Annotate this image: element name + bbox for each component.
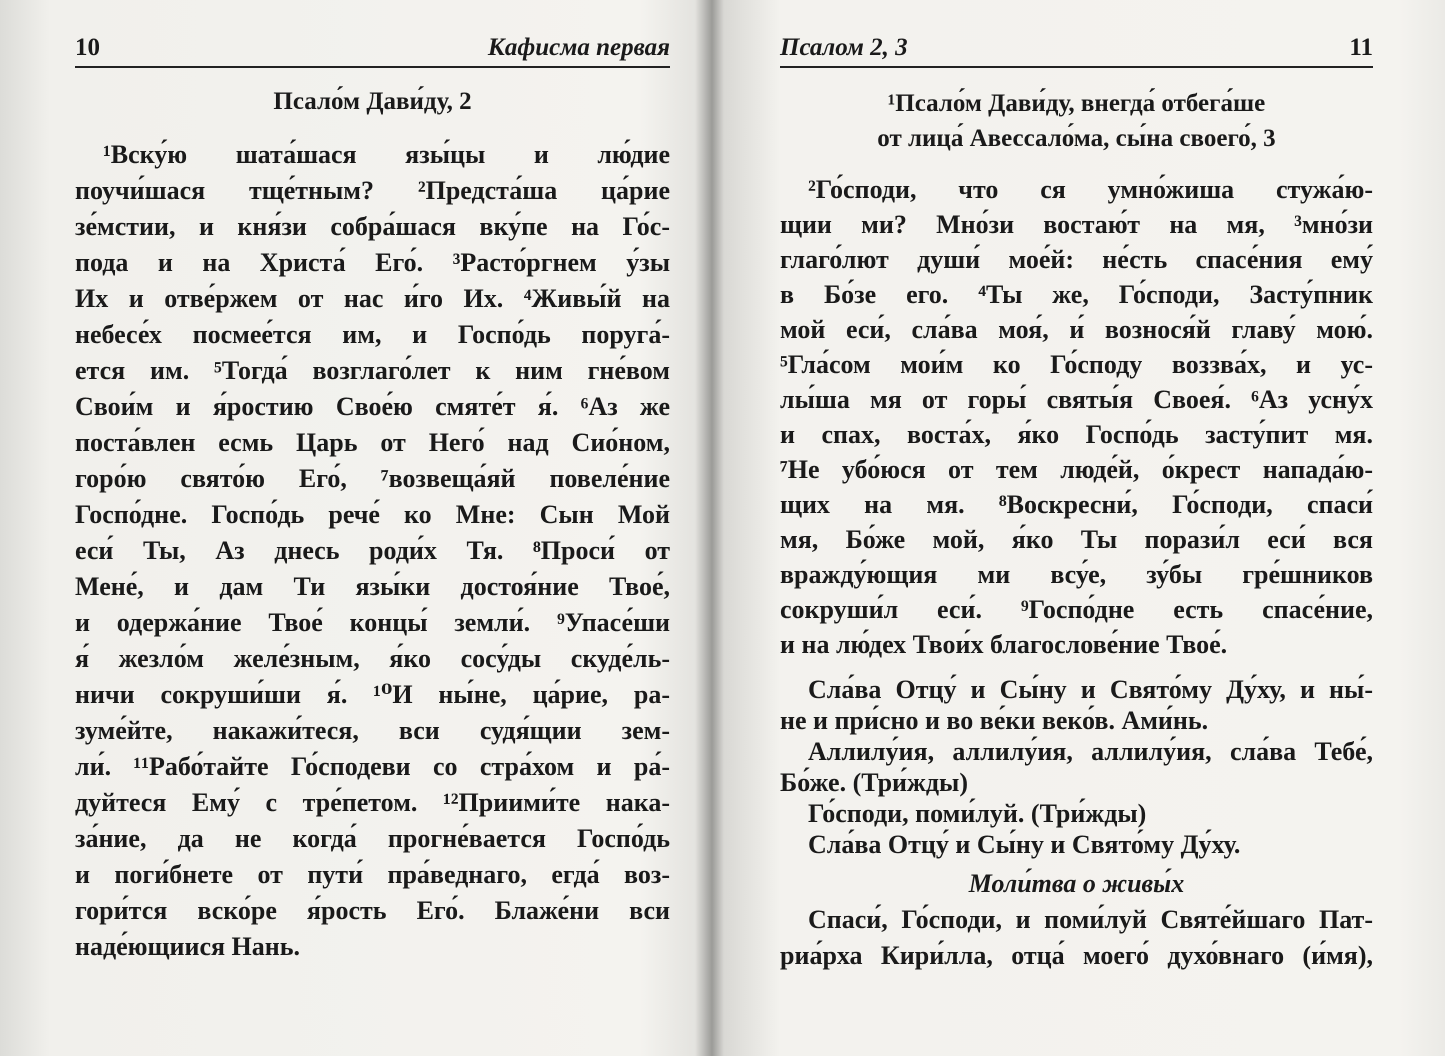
prayer-section (780, 866, 1373, 974)
text-line: пода и на Христа́ Его́. ³Расто́ргнем у́зы (75, 248, 670, 277)
running-head: Кафисма первая (487, 34, 670, 61)
right-page-header (780, 30, 1373, 68)
text-line: Сла́ва Отцу́ и Сы́ну и Свято́му Ду́ху, и ны́- (808, 675, 1373, 704)
text-line: ли́. ¹¹Рабо́тайте Го́сподеви со стра́хом и ра́- (75, 752, 670, 781)
text-line: лы́ша мя от горы́ святы́я Своея́. ⁶Аз усну́х (780, 385, 1373, 414)
text-line: мя, Бо́же мой, я́ко Ты порази́л еси́ вся (780, 525, 1373, 554)
psalm-title-line: ¹Псало́м Дави́ду, внегда́ отбега́ше (887, 90, 1266, 117)
text-line: за́ние, да не когда́ прогне́вается Госпо́дь (75, 824, 670, 853)
text-line: в Бо́зе его. ⁴Ты же, Го́споди, Засту́пник (780, 280, 1373, 309)
text-line: гори́тся вско́ре я́рость Его́. Блаже́ни вси (75, 896, 670, 925)
text-line: ⁷Не убо́юся от тем люде́й, о́крест напада́ю- (780, 455, 1373, 484)
text-line: глаго́лют души́ мое́й: не́сть спасе́ния ему́ (780, 245, 1373, 274)
text-line: ⁵Гла́сом мои́м ко Го́споду воззва́х, и ус- (780, 350, 1373, 379)
text-line: зе́мстии, и кня́зи собра́шася вку́пе на Го́с- (75, 212, 670, 241)
psalm-text (780, 172, 1373, 662)
page-number: 11 (1349, 34, 1373, 61)
text-line: Свои́м и я́ростию Свое́ю смяте́т я́. ⁶Аз же (75, 392, 670, 421)
running-head: Псалом 2, 3 (780, 34, 908, 61)
text-line: и спах, воста́х, я́ко Госпо́дь засту́пит мя. (780, 420, 1373, 449)
text-line: еси́ Ты, Аз днесь роди́х Тя. ⁸Проси́ от (75, 536, 670, 565)
page-number: 10 (75, 34, 100, 61)
text-line: Их и отве́ржем от нас и́го Их. ⁴Живы́й на (75, 284, 670, 313)
text-line: Госпо́дне. Госпо́дь рече́ ко Мне: Сын Мой (75, 500, 670, 529)
text-line: ется им. ⁵Тогда́ возглаго́лет к ним гне́вом (75, 356, 670, 385)
text-line: и поги́бнете от пути́ пра́веднаго, егда́ воз- (75, 860, 670, 889)
text-line: небесе́х посмее́тся им, и Госпо́дь поруга́- (75, 320, 670, 349)
prayer-title: Моли́тва о живы́х (968, 869, 1185, 898)
psalm-title-line: от лица́ Авессало́ма, сы́на своего́, 3 (877, 125, 1276, 152)
text-line: наде́ющиися Нань. (75, 932, 301, 961)
psalm-text (75, 137, 670, 965)
doxology (780, 674, 1373, 860)
text-line: риа́рха Кири́лла, отца́ моего́ духо́внаго (и́мя), (780, 941, 1373, 970)
text-line: не и при́сно и во ве́ки веко́в. Ами́нь. (780, 706, 1209, 735)
text-line: ²Го́споди, что ся умно́жиша стужа́ю- (808, 175, 1373, 204)
text-line: мой еси́, сла́ва моя́, и́ вознося́й главу́ мою́. (780, 315, 1373, 344)
text-line: щии ми? Мно́зи востаю́т на мя, ³мно́зи (780, 210, 1373, 239)
text-line: и на лю́дех Твои́х благослове́ние Твое́. (780, 630, 1228, 659)
text-line: Бо́же. (Три́жды) (780, 768, 969, 797)
text-line: поучи́шася тще́тным? ²Предста́ша ца́рие (75, 176, 670, 205)
text-line: Аллилу́ия, аллилу́ия, аллилу́ия, сла́ва Тебе́, (808, 737, 1373, 766)
text-line: ничи сокруши́ши я́. ¹⁰И ны́не, ца́рие, ра- (75, 680, 670, 709)
text-line: Мене́, и дам Ти язы́ки достоя́ние Твое́, (75, 572, 670, 601)
text-line: я́ жезло́м желе́зным, я́ко сосу́ды скуде́ль- (75, 644, 670, 673)
text-line: Го́споди, поми́луй. (Три́жды) (808, 799, 1147, 828)
left-page-header (75, 30, 670, 68)
psalm-title: Псало́м Дави́ду, 2 (273, 88, 472, 115)
text-line: горо́ю свято́ю Его́, ⁷возвеща́яй повеле́ние (75, 464, 670, 493)
text-line: Сла́ва Отцу́ и Сы́ну и Свято́му Ду́ху. (808, 830, 1241, 859)
text-line: поста́влен есмь Царь от Него́ над Сио́ном, (75, 428, 670, 457)
text-line: сокруши́л еси́. ⁹Госпо́дне есть спасе́ние, (780, 595, 1373, 624)
text-line: Спаси́, Го́споди, и поми́луй Святе́йшаго Пат- (808, 905, 1373, 934)
text-line: вражду́ющия ми всу́е, зу́бы гре́шников (780, 560, 1373, 589)
text-line: ¹Вску́ю шата́шася язы́цы и лю́дие (103, 140, 670, 169)
text-line: и одержа́ние Твое́ концы́ земли́. ⁹Упасе́ши (75, 608, 670, 637)
text-line: щих на мя. ⁸Воскресни́, Го́споди, спаси́ (780, 490, 1373, 519)
text-line: зуме́йте, накажи́теся, вси судя́щии зем- (75, 716, 670, 745)
text-line: дуйтеся Ему́ с тре́петом. ¹²Приими́те нака- (75, 788, 670, 817)
